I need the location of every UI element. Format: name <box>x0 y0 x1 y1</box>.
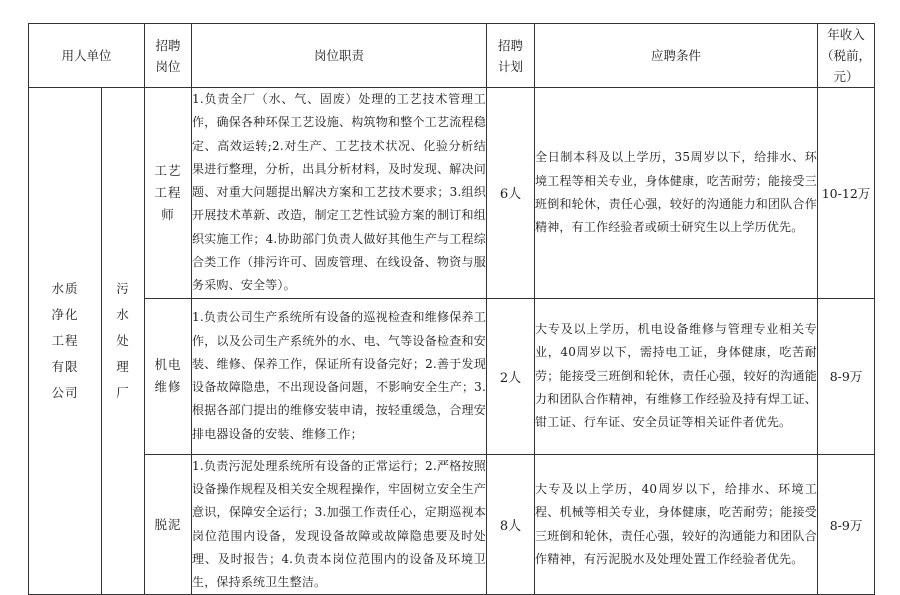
table-row <box>29 88 875 299</box>
post-name: 工艺工程师 <box>154 162 182 222</box>
income-cell: 10-12万 <box>818 88 875 299</box>
post-cell <box>145 88 192 299</box>
income-cell: 8-9万 <box>818 454 875 595</box>
header-income: 年收入 （税前，元） <box>818 24 875 88</box>
header-requirements: 应聘条件 <box>535 24 818 88</box>
duty-cell: 1.负责公司生产系统所有设备的巡视检查和维修保养工作，以及公司生产系统外的水、电、气等设备检查和安装、维修、保养工作，保证所有设备完好；2.善于发现设备故障隐患，不出现设备问题，不影响安全生产；3.根据各部门提出的维修安装申请，按轻重缓急，合理安排电器设备的安装、维修工作； <box>192 298 487 454</box>
header-unit: 用人单位 <box>29 24 145 88</box>
duty-cell: 1.负责污泥处理系统所有设备的正常运行；2.严格按照设备操作规程及相关安全规程操作，牢固树立安全生产意识，保障安全运行；3.加强工作责任心，定期巡视本岗位范围内设备，发现设备故障或故障隐患要及时处理、及时报告；4.负责本岗位范围内的设备及环境卫生，保持系统卫生整洁。 <box>192 454 487 595</box>
recruitment-table <box>28 23 875 595</box>
header-post: 招聘 岗位 <box>145 24 192 88</box>
header-plan: 招聘 计划 <box>487 24 535 88</box>
post-cell <box>145 454 192 595</box>
company-name: 水质净化工程有限公司 <box>51 281 79 401</box>
recruitment-sheet <box>28 23 874 595</box>
duty-cell: 1.负责全厂（水、气、固废）处理的工艺技术管理工作，确保各种环保工艺设施、构筑物和整个工艺流程稳定、高效运转;2.对生产、工艺技术状况、化验分析结果进行整理，分析，出具分析材料，及时发现、解决问题、对重大问题提出解决方案和工艺技术要求；3.组织开展技术革新、改造，制定工艺性试验方案的制订和组织实施工作；4.协助部门负责人做好其他生产与工程综合类工作（排污许可、固废管理、在线设备、物资与服务采购、安全等）。 <box>192 88 487 299</box>
plan-cell: 2人 <box>487 298 535 454</box>
header-duty: 岗位职责 <box>192 24 487 88</box>
company-cell <box>29 88 102 595</box>
post-name: 机电维修 <box>154 357 182 395</box>
requirements-cell: 大专及以上学历，机电设备维修与管理专业相关专业，40周岁以下，需持电工证，身体健康，吃苦耐劳；能接受三班倒和轮休，责任心强，较好的沟通能力和团队合作精神，有维修工作经验及持有焊工证、钳工证、行车证、安全员证等相关证件者优先。 <box>535 298 818 454</box>
income-cell: 8-9万 <box>818 298 875 454</box>
plan-cell: 6人 <box>487 88 535 299</box>
requirements-cell: 大专及以上学历，40周岁以下，给排水、环境工程、机械等相关专业，身体健康，吃苦耐劳；能接受三班倒和轮休，责任心强，较好的沟通能力和团队合作精神，有污泥脱水及处理处置工作经验者优先。 <box>535 454 818 595</box>
plant-cell <box>102 88 145 595</box>
plan-cell: 8人 <box>487 454 535 595</box>
post-cell <box>145 298 192 454</box>
table-row <box>29 454 875 595</box>
requirements-cell: 全日制本科及以上学历，35周岁以下，给排水、环境工程等相关专业，身体健康，吃苦耐劳；能接受三班倒和轮休，责任心强，较好的沟通能力和团队合作精神，有工作经验者或硕士研究生以上学历优先。 <box>535 88 818 299</box>
table-row <box>29 298 875 454</box>
header-row <box>29 24 875 88</box>
post-name: 脱泥 <box>154 516 182 532</box>
plant-name: 污水处理厂 <box>116 281 130 401</box>
